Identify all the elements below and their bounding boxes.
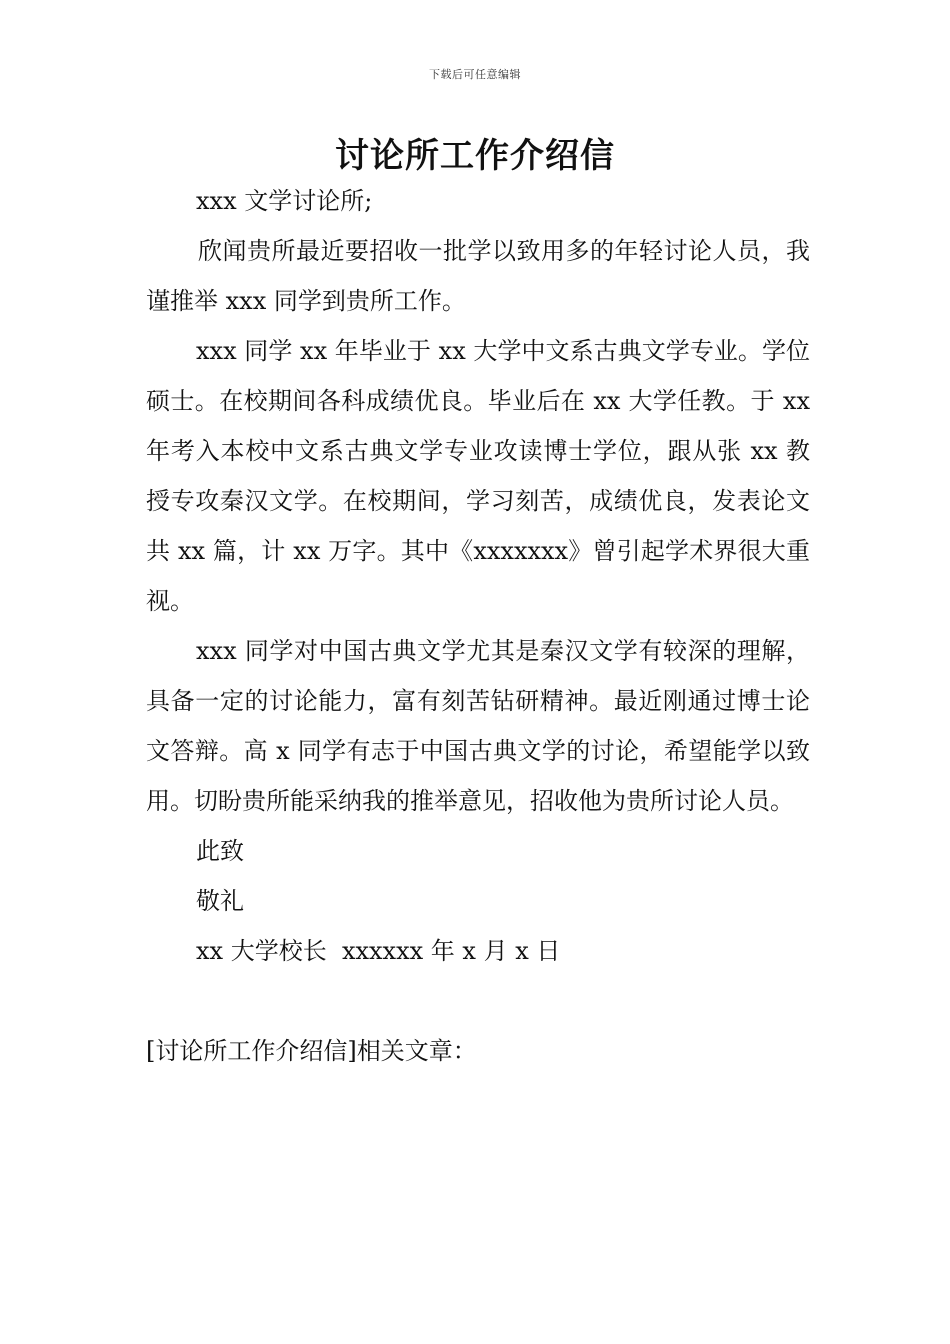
related-articles-label: [讨论所工作介绍信]相关文章： xyxy=(146,1037,477,1065)
paragraph-1: 欣闻贵所最近要招收一批学以致用多的年轻讨论人员，我谨推举 xxx 同学到贵所工作。 xyxy=(146,237,810,315)
letter-body xyxy=(146,176,810,1076)
paragraph-3: xxx 同学对中国古典文学尤其是秦汉文学有较深的理解，具备一定的讨论能力，富有刻苦钻研精神。最近刚通过博士论文答辩。高 x 同学有志于中国古典文学的讨论，希望能学以致用。切盼贵所能采纳我的推举意见，招收他为贵所讨论人员。 xyxy=(146,637,810,815)
spacer xyxy=(146,976,810,1026)
signature-line: xx 大学校长 xxxxxx 年 x 月 x 日 xyxy=(196,937,561,965)
page-title: 讨论所工作介绍信 xyxy=(335,136,615,176)
closing-line-1: 此致 xyxy=(196,837,244,865)
salutation: xxx 文学讨论所; xyxy=(196,187,373,215)
paragraph-2: xxx 同学 xx 年毕业于 xx 大学中文系古典文学专业。学位硕士。在校期间各科成绩优良。毕业后在 xx 大学任教。于 xx 年考入本校中文系古典文学专业攻读博士学位，跟从张 xx 教授专攻秦汉文学。在校期间，学习刻苦，成绩优良，发表论文共 xx 篇，计 xx 万字。其中《xxxxxxx》曾引起学术界很大重视。 xyxy=(146,337,810,615)
closing-line-2: 敬礼 xyxy=(196,887,244,915)
header-note: 下载后可任意编辑 xyxy=(429,68,521,81)
